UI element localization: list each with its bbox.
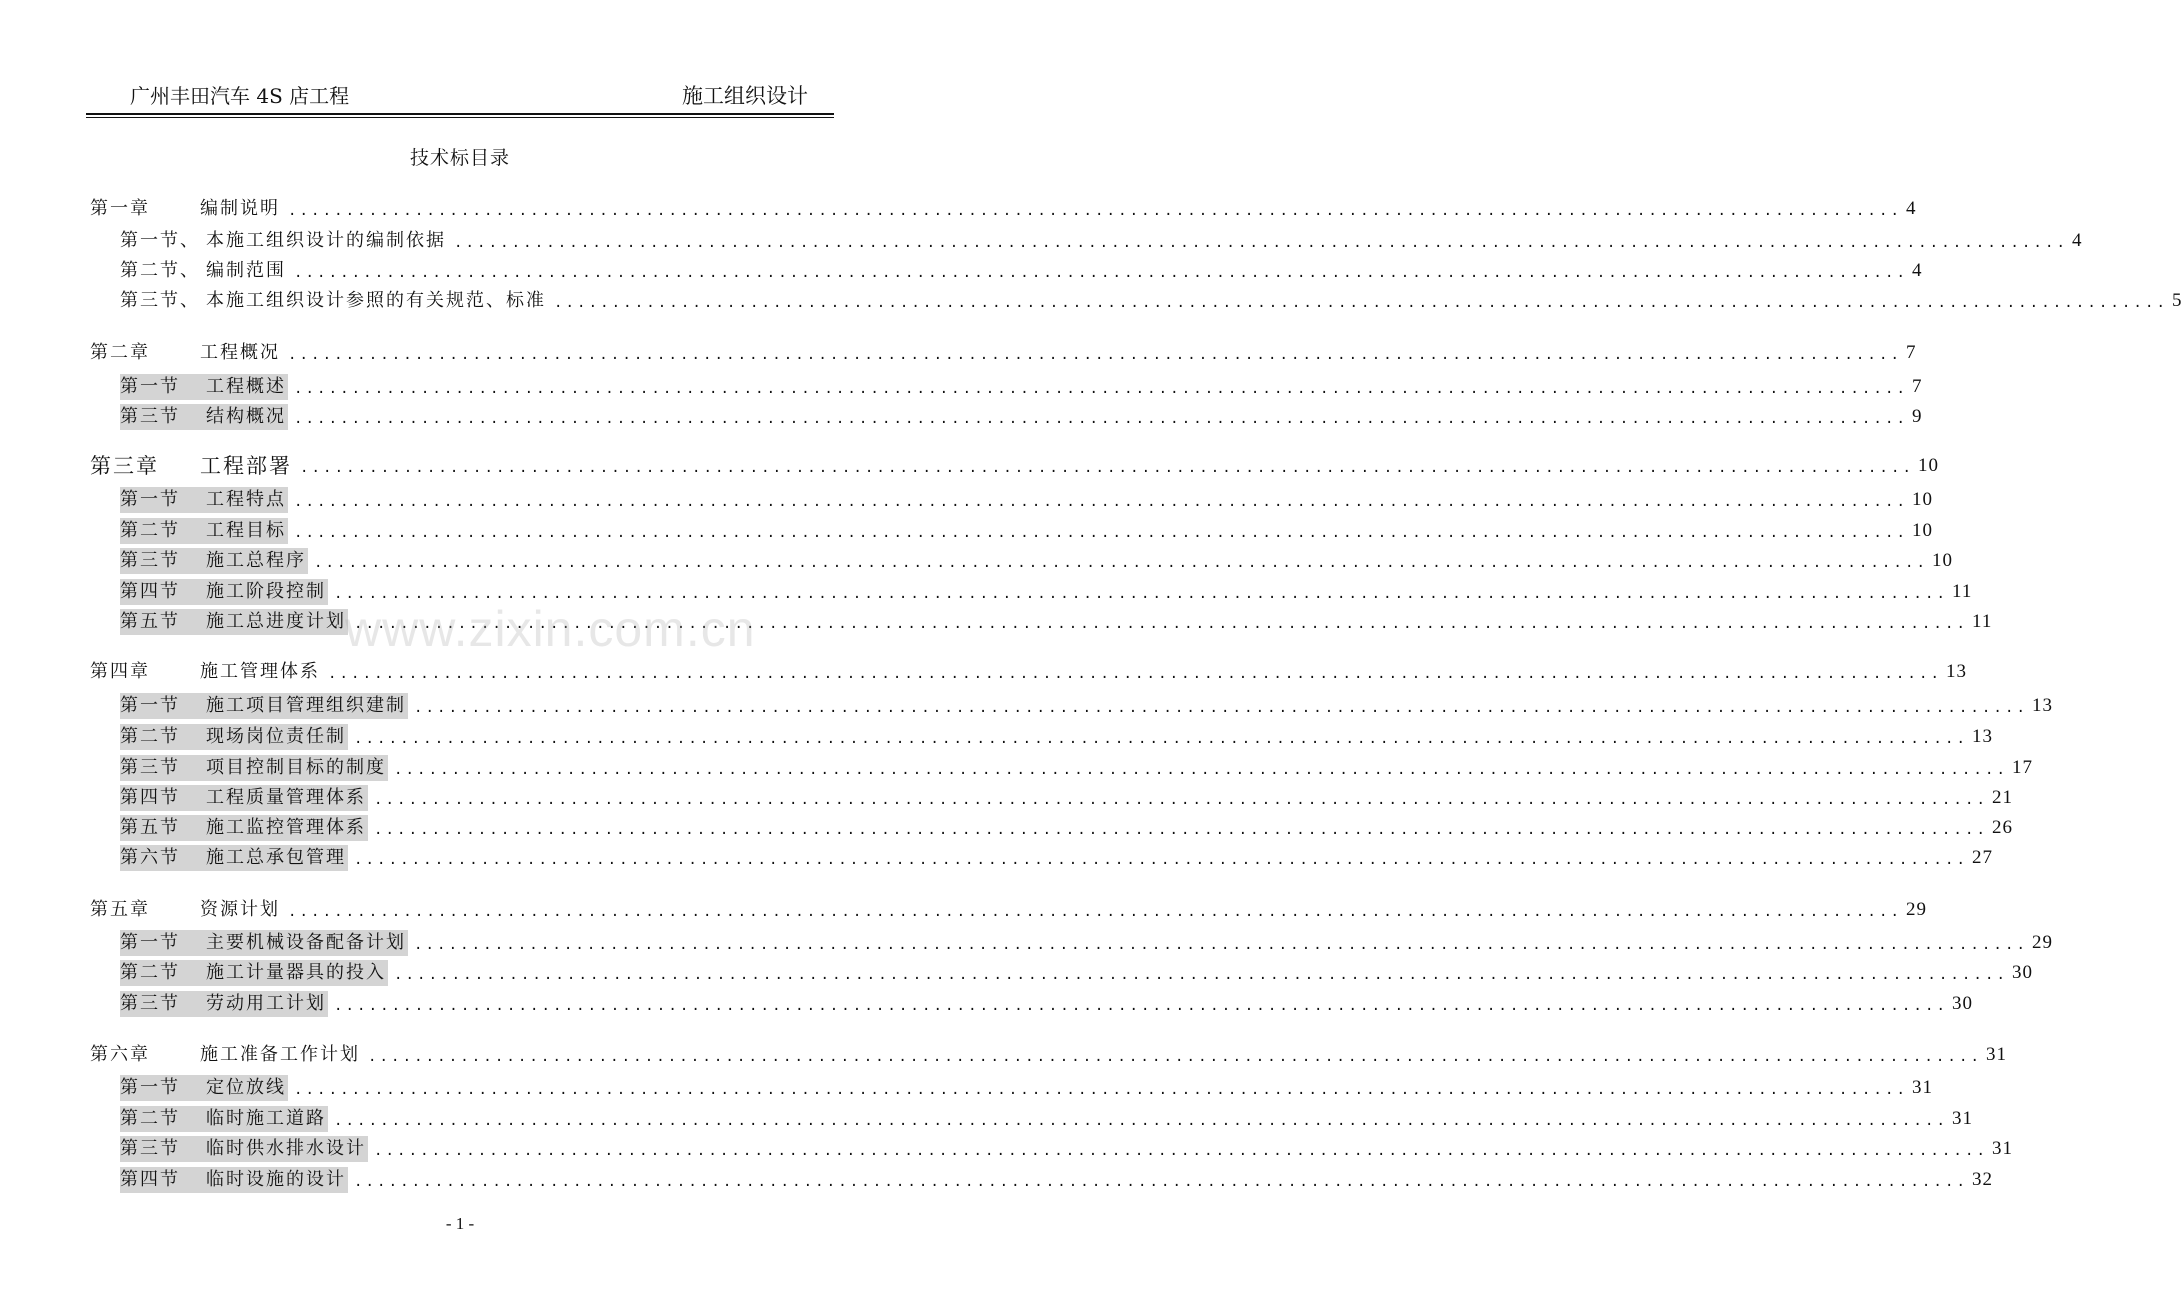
toc-entry-title: 施工监控管理体系: [206, 817, 366, 838]
page-number-footer: - 1 -: [445, 1214, 475, 1233]
toc-section-row[interactable]: [120, 693, 2054, 719]
toc-entry-title: 施工计量器具的投入: [206, 962, 386, 983]
toc-page-number: 7: [1912, 376, 1923, 397]
toc-leader-dots: ............................................................................................................................................: [334, 1113, 1949, 1129]
toc-entry-label: [120, 228, 448, 254]
toc-leader-dots: ............................................................................................................................................: [354, 1174, 1969, 1190]
toc-page-number: 10: [1932, 550, 1954, 571]
toc-leader-dots: ............................................................................................................................................: [374, 822, 1989, 838]
toc-entry-title: 工程概况: [200, 342, 280, 363]
toc-entry-title: 施工管理体系: [200, 661, 320, 682]
toc-entry-title: 现场岗位责任制: [206, 726, 346, 747]
toc-entry-number: 第六章: [90, 1044, 150, 1065]
toc-page-number: 10: [1918, 455, 1940, 476]
toc-page-number: 32: [1972, 1169, 1994, 1190]
toc-section-row[interactable]: [120, 845, 1994, 871]
toc-entry-title: 工程目标: [206, 520, 286, 541]
toc-section-row[interactable]: [120, 404, 1923, 430]
toc-entry-title: 编制说明: [200, 198, 280, 219]
toc-entry-label: [120, 991, 328, 1017]
toc-leader-dots: ............................................................................................................................................: [414, 937, 2029, 953]
toc-page-number: 13: [1946, 661, 1968, 682]
watermark: www.zixin.com.cn: [345, 601, 756, 657]
toc-page-number: 31: [1992, 1138, 2014, 1159]
toc-page-number: 11: [1952, 581, 1973, 602]
toc-entry-label: [120, 1136, 368, 1162]
toc-section-row[interactable]: [120, 755, 2034, 781]
toc-page-number: 30: [1952, 993, 1974, 1014]
toc-section-row[interactable]: [120, 960, 2034, 986]
toc-entry-label: [90, 1042, 362, 1068]
toc-entry-title: 施工总承包管理: [206, 847, 346, 868]
toc-entry-title: 临时设施的设计: [206, 1169, 346, 1190]
toc-entry-title: 临时供水排水设计: [206, 1138, 366, 1159]
toc-entry-label: [120, 518, 288, 544]
toc-section-row[interactable]: [120, 258, 1923, 284]
toc-entry-label: [120, 609, 348, 635]
toc-entry-label: [120, 1106, 328, 1132]
toc-leader-dots: ............................................................................................................................................: [394, 967, 2009, 983]
toc-leader-dots: ............................................................................................................................................: [288, 203, 1903, 219]
toc-title: 技术标目录: [409, 147, 510, 169]
toc-entry-number: 第二节: [120, 1108, 180, 1129]
toc-leader-dots: ............................................................................................................................................: [414, 700, 2029, 716]
toc-leader-dots: ............................................................................................................................................: [294, 494, 1909, 510]
header-doc-type: 施工组织设计: [682, 84, 808, 108]
toc-leader-dots: ............................................................................................................................................: [294, 525, 1909, 541]
toc-entry-number: 第一节: [120, 376, 180, 397]
toc-leader-dots: ............................................................................................................................................: [334, 586, 1949, 602]
toc-entry-number: 第五节: [120, 611, 180, 632]
toc-leader-dots: ............................................................................................................................................: [288, 347, 1903, 363]
toc-leader-dots: ............................................................................................................................................: [294, 381, 1909, 397]
toc-entry-number: 第一节: [120, 489, 180, 510]
toc-entry-number: 第三节: [120, 1138, 180, 1159]
toc-section-row[interactable]: [120, 991, 1974, 1017]
toc-entry-title: 编制范围: [206, 260, 286, 281]
toc-entry-number: 第二章: [90, 342, 150, 363]
toc-entry-number: 第四节: [120, 1169, 180, 1190]
toc-entry-number: 第三节: [120, 550, 180, 571]
toc-entry-number: 第五节: [120, 817, 180, 838]
toc-entry-number: 第二节: [120, 520, 180, 541]
toc-entry-number: 第一节: [120, 695, 180, 716]
toc-leader-dots: ............................................................................................................................................: [354, 731, 1969, 747]
toc-entry-title: 资源计划: [200, 899, 280, 920]
toc-entry-title: 本施工组织设计参照的有关规范、标准: [206, 290, 546, 311]
toc-leader-dots: ............................................................................................................................................: [334, 998, 1949, 1014]
toc-entry-label: [120, 579, 328, 605]
toc-entry-title: 定位放线: [206, 1077, 286, 1098]
toc-page-number: 7: [1906, 342, 1917, 363]
toc-leader-dots: ............................................................................................................................................: [374, 792, 1989, 808]
toc-page-number: 13: [2032, 695, 2054, 716]
toc-entry-label: [90, 897, 282, 923]
toc-entry-label: [120, 1075, 288, 1101]
toc-section-row[interactable]: [120, 228, 2083, 254]
toc-entry-label: [90, 453, 294, 479]
toc-page-number: 9: [1912, 406, 1923, 427]
toc-entry-number: 第三章: [90, 454, 159, 478]
toc-entry-number: 第五章: [90, 899, 150, 920]
toc-entry-title: 施工准备工作计划: [200, 1044, 360, 1065]
toc-page-number: 5: [2172, 290, 2183, 311]
toc-section-row[interactable]: [120, 518, 1934, 544]
toc-leader-dots: ............................................................................................................................................: [294, 265, 1909, 281]
toc-entry-label: [90, 659, 322, 685]
toc-entry-label: [90, 340, 282, 366]
toc-page-number: 29: [2032, 932, 2054, 953]
toc-section-row[interactable]: [120, 374, 1923, 400]
toc-entry-number: 第一节: [120, 1077, 180, 1098]
toc-section-row[interactable]: [120, 1136, 2014, 1162]
toc-chapter-row[interactable]: [90, 1042, 2008, 1068]
toc-section-row[interactable]: [120, 487, 1934, 513]
toc-page-number: 4: [1906, 198, 1917, 219]
toc-entry-label: [120, 815, 368, 841]
toc-entry-label: [120, 548, 308, 574]
toc-section-row[interactable]: [120, 548, 1954, 574]
toc-leader-dots: ............................................................................................................................................: [454, 235, 2069, 251]
toc-leader-dots: ............................................................................................................................................: [328, 666, 1943, 682]
toc-section-row[interactable]: [120, 1075, 1934, 1101]
toc-leader-dots: ............................................................................................................................................: [354, 852, 1969, 868]
toc-entry-title: 工程部署: [200, 454, 292, 478]
toc-page-number: 31: [1986, 1044, 2008, 1065]
toc-page-number: 10: [1912, 489, 1934, 510]
toc-leader-dots: ............................................................................................................................................: [374, 1143, 1989, 1159]
toc-leader-dots: ............................................................................................................................................: [294, 411, 1909, 427]
toc-leader-dots: ............................................................................................................................................: [394, 762, 2009, 778]
toc-entry-label: [120, 724, 348, 750]
toc-entry-label: [120, 960, 388, 986]
toc-entry-title: 结构概况: [206, 406, 286, 427]
toc-section-row[interactable]: [120, 1106, 1974, 1132]
toc-page-number: 4: [1912, 260, 1923, 281]
toc-entry-title: 主要机械设备配备计划: [206, 932, 406, 953]
toc-page-number: 10: [1912, 520, 1934, 541]
toc-section-row[interactable]: [120, 785, 2014, 811]
toc-entry-title: 项目控制目标的制度: [206, 757, 386, 778]
toc-page-number: 26: [1992, 817, 2014, 838]
toc-entry-number: 第二节: [120, 726, 180, 747]
toc-entry-label: [120, 258, 288, 284]
toc-page-number: 31: [1952, 1108, 1974, 1129]
toc-entry-title: 施工阶段控制: [206, 581, 326, 602]
toc-page-number: 11: [1972, 611, 1993, 632]
toc-section-row[interactable]: [120, 724, 1994, 750]
toc-page-number: 4: [2072, 230, 2083, 251]
toc-entry-number: 第三节: [120, 406, 180, 427]
toc-entry-label: [120, 845, 348, 871]
toc-entry-number: 第三节: [120, 993, 180, 1014]
toc-leader-dots: ............................................................................................................................................: [368, 1049, 1983, 1065]
toc-entry-number: 第二节: [120, 962, 180, 983]
toc-page-number: 31: [1912, 1077, 1934, 1098]
toc-page-number: 13: [1972, 726, 1994, 747]
toc-section-row[interactable]: [120, 930, 2054, 956]
toc-entry-label: [120, 755, 388, 781]
toc-leader-dots: ............................................................................................................................................: [300, 460, 1915, 476]
toc-entry-label: [120, 288, 548, 314]
toc-entry-label: [120, 374, 288, 400]
header-project-name: 广州丰田汽车 4S 店工程: [130, 84, 350, 108]
toc-entry-title: 临时施工道路: [206, 1108, 326, 1129]
toc-entry-label: [120, 487, 288, 513]
toc-chapter-row[interactable]: [90, 897, 1928, 923]
toc-entry-number: 第四节: [120, 787, 180, 808]
toc-chapter-row[interactable]: [90, 453, 1940, 479]
toc-page-number: 17: [2012, 757, 2034, 778]
toc-entry-title: 施工项目管理组织建制: [206, 695, 406, 716]
toc-entry-label: [120, 693, 408, 719]
toc-entry-number: 第一章: [90, 198, 150, 219]
toc-entry-title: 工程概述: [206, 376, 286, 397]
toc-entry-number: 第三节: [120, 757, 180, 778]
toc-entry-title: 工程质量管理体系: [206, 787, 366, 808]
toc-chapter-row[interactable]: [90, 196, 1917, 222]
toc-section-row[interactable]: [120, 288, 2183, 314]
toc-entry-label: [120, 1167, 348, 1193]
toc-entry-label: [120, 404, 288, 430]
toc-entry-number: 第二节、: [120, 260, 200, 281]
toc-entry-title: 工程特点: [206, 489, 286, 510]
toc-leader-dots: ............................................................................................................................................: [354, 616, 1969, 632]
toc-entry-number: 第四章: [90, 661, 150, 682]
toc-leader-dots: ............................................................................................................................................: [294, 1082, 1909, 1098]
toc-entry-label: [120, 785, 368, 811]
toc-entry-number: 第三节、: [120, 290, 200, 311]
toc-chapter-row[interactable]: [90, 659, 1968, 685]
toc-section-row[interactable]: [120, 1167, 1994, 1193]
toc-leader-dots: ............................................................................................................................................: [288, 904, 1903, 920]
toc-entry-number: 第四节: [120, 581, 180, 602]
toc-entry-title: 施工总程序: [206, 550, 306, 571]
toc-entry-label: [90, 196, 282, 222]
toc-entry-title: 劳动用工计划: [206, 993, 326, 1014]
toc-leader-dots: ............................................................................................................................................: [554, 295, 2169, 311]
toc-entry-number: 第一节、: [120, 230, 200, 251]
toc-entry-title: 本施工组织设计的编制依据: [206, 230, 446, 251]
toc-entry-number: 第一节: [120, 932, 180, 953]
toc-section-row[interactable]: [120, 815, 2014, 841]
toc-entry-number: 第六节: [120, 847, 180, 868]
toc-page-number: 29: [1906, 899, 1928, 920]
toc-entry-title: 施工总进度计划: [206, 611, 346, 632]
toc-chapter-row[interactable]: [90, 340, 1917, 366]
toc-page-number: 30: [2012, 962, 2034, 983]
toc-entry-label: [120, 930, 408, 956]
toc-leader-dots: ............................................................................................................................................: [314, 555, 1929, 571]
toc-page-number: 21: [1992, 787, 2014, 808]
toc-page-number: 27: [1972, 847, 1994, 868]
